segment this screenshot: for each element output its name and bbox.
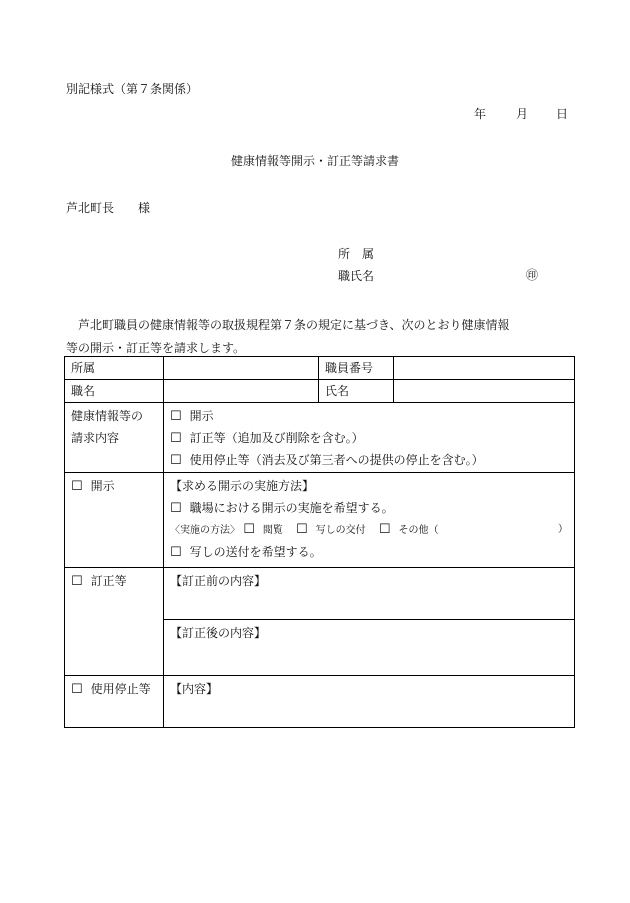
disclosure-workplace-checkbox[interactable]: ☐ 職場における開示の実施を希望する。 [170,497,568,519]
body-text-line-2: 等の開示・訂正等を請求します。 [66,341,246,355]
suspension-label-cell [65,676,164,728]
request-label-line-2: 請求内容 [71,431,120,445]
disclosure-method-line [170,519,568,541]
method-view-checkbox[interactable]: ☐ 閲覧 [243,525,283,536]
suspension-content-cell[interactable] [164,676,575,728]
disclosure-mail-checkbox[interactable]: ☐ 写しの送付を希望する。 [170,541,568,563]
position-value-field[interactable] [164,380,319,403]
request-options-cell [164,403,575,473]
form-label: 別記様式（第７条関係） [66,82,199,96]
table-row-disclosure [65,473,575,568]
disclosure-label-cell [65,473,164,568]
name-label-cell: 氏名 [319,380,394,403]
disclosure-heading: 【求める開示の実施方法】 [170,479,315,493]
correction-before-cell[interactable] [164,568,575,620]
date-year-label: 年 [474,107,487,121]
affiliation-label-cell: 所属 [65,357,164,380]
document-title: 健康情報等開示・訂正等請求書 [230,154,399,168]
request-content-label-cell [65,403,164,473]
applicant-affiliation-label: 所 属 [338,247,375,261]
affiliation-value-field[interactable] [164,357,319,380]
table-row-affiliation [65,357,575,380]
position-label-cell: 職名 [65,380,164,403]
request-form-table [64,356,575,728]
applicant-name-label: 職氏名 [338,269,375,283]
employee-number-label-cell: 職員番号 [319,357,394,380]
method-copy-checkbox[interactable]: ☐ 写しの交付 [296,525,366,536]
table-row-correction-before [65,568,575,620]
disclosure-checkbox[interactable]: ☐ 開示 [71,475,157,497]
correction-checkbox[interactable]: ☐ 訂正等 [71,570,157,592]
body-text-line-1: 芦北町職員の健康情報等の取扱規程第７条の規定に基づき、次のとおり健康情報 [66,318,510,332]
request-option-disclosure-checkbox[interactable]: ☐ 開示 [170,405,568,427]
request-option-suspension-checkbox[interactable]: ☐ 使用停止等（消去及び第三者への提供の停止を含む。） [170,449,568,471]
table-row-position [65,380,575,403]
date-month-label: 月 [516,107,529,121]
disclosure-detail-cell [164,473,575,568]
suspension-content-heading: 【内容】 [170,682,219,696]
name-value-field[interactable] [394,380,575,403]
table-row-suspension [65,676,575,728]
suspension-checkbox[interactable]: ☐ 使用停止等 [71,678,157,700]
correction-label-cell [65,568,164,676]
employee-number-value-field[interactable] [394,357,575,380]
correction-after-cell[interactable] [164,620,575,676]
table-row-request-content [65,403,575,473]
seal-mark: ㊞ [526,268,539,282]
addressee: 芦北町長 様 [66,201,151,215]
method-other-checkbox[interactable]: ☐ その他（ [379,525,439,536]
method-other-close-paren: ） [558,524,568,535]
correction-after-heading: 【訂正後の内容】 [170,626,267,640]
method-prefix: 〈実施の方法〉 [170,525,240,536]
date-day-label: 日 [556,107,569,121]
request-option-correction-checkbox[interactable]: ☐ 訂正等（追加及び削除を含む。） [170,427,568,449]
correction-before-heading: 【訂正前の内容】 [170,574,267,588]
request-label-line-1: 健康情報等の [71,409,144,423]
